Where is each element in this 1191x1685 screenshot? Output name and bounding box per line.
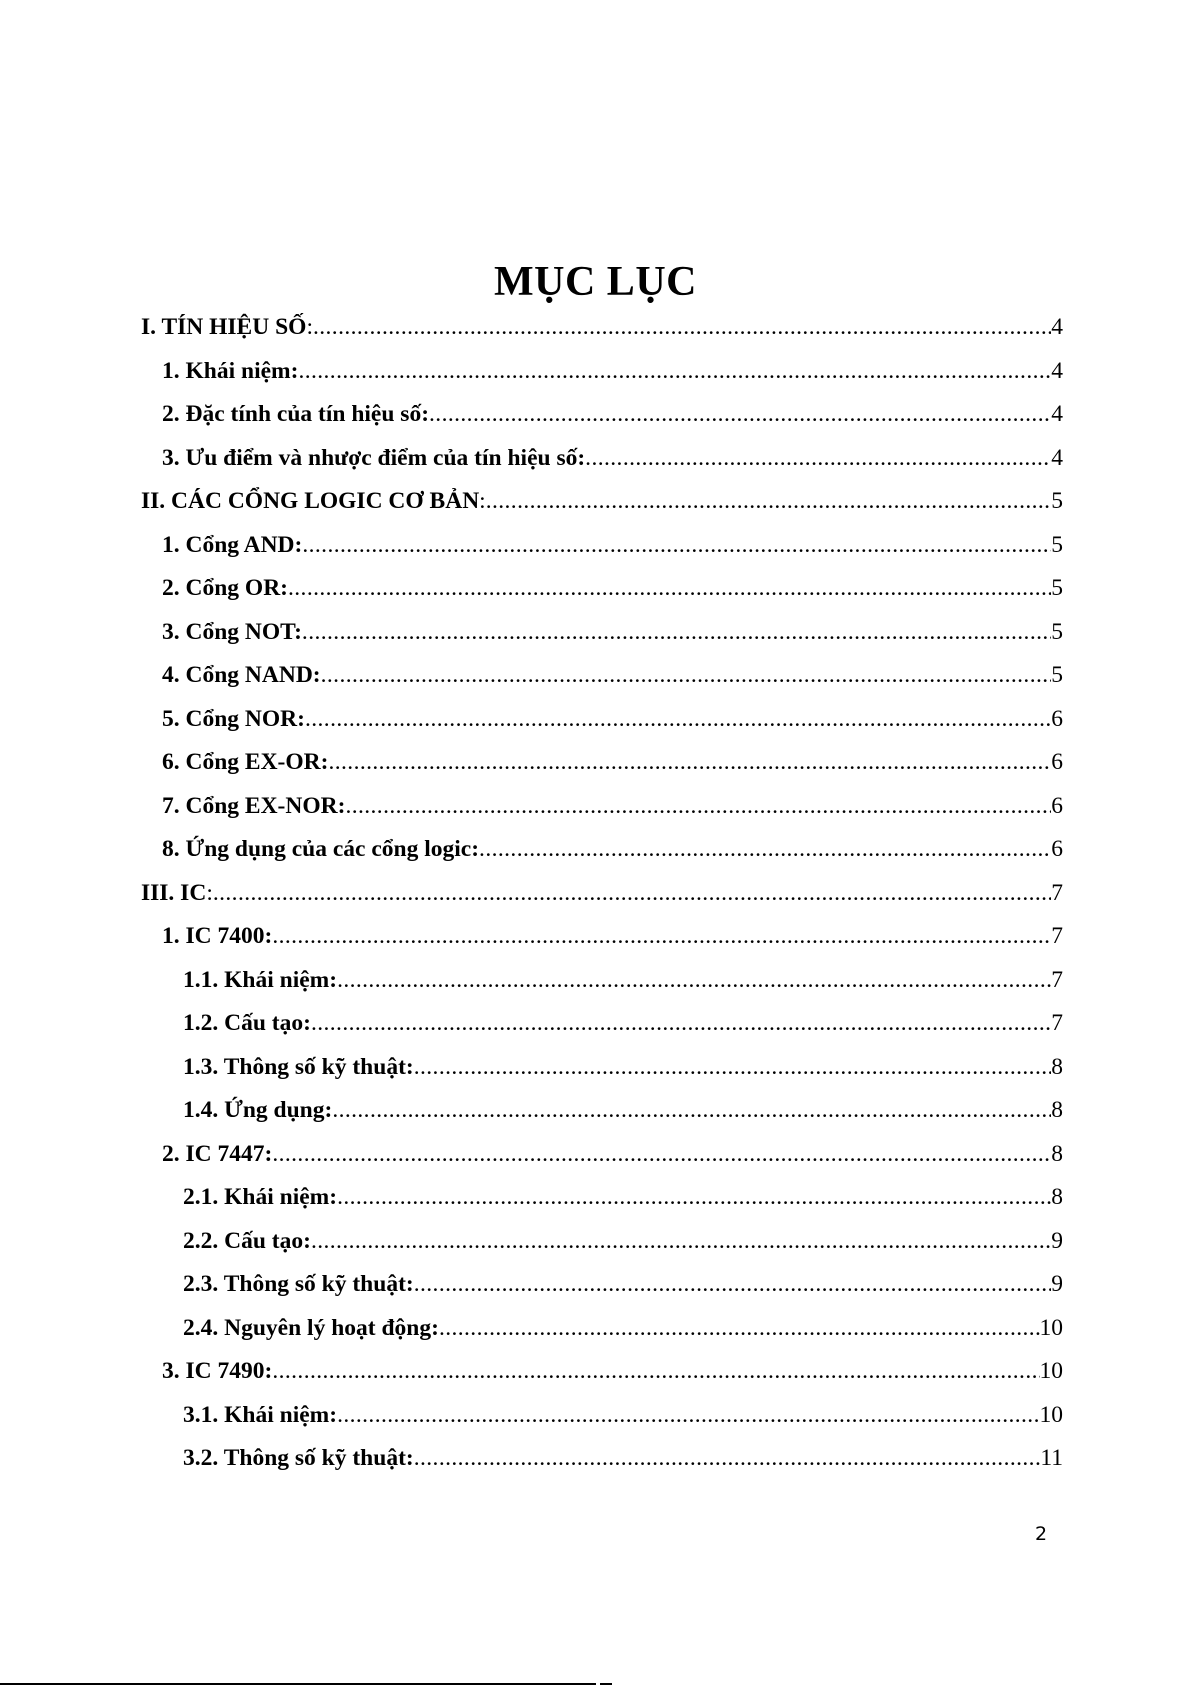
toc-entry[interactable] <box>141 1002 1063 1046</box>
toc-entry-label: 1. Khái niệm: <box>162 357 299 384</box>
toc-entry-label: 2.4. Nguyên lý hoạt động: <box>183 1314 439 1341</box>
toc-dot-leader <box>429 393 1051 437</box>
toc-entry[interactable] <box>141 698 1063 742</box>
toc-entry-label: 1. Cổng AND: <box>162 531 303 558</box>
toc-dot-leader <box>414 1263 1052 1307</box>
toc-entry-label: 6. Cổng EX-OR: <box>162 749 329 775</box>
toc-entry-page-number: 5 <box>1051 488 1063 514</box>
toc-dot-leader <box>337 1176 1051 1220</box>
toc-entry[interactable] <box>141 611 1063 655</box>
toc-dot-leader <box>302 611 1051 655</box>
toc-entry-label: I. TÍN HIỆU SỐ <box>141 314 307 340</box>
toc-entry-page-number: 9 <box>1051 1227 1063 1254</box>
toc-entry[interactable] <box>141 828 1063 872</box>
toc-entry-colon: : <box>206 879 213 906</box>
toc-entry-page-number: 7 <box>1051 923 1063 949</box>
toc-entry-label: 7. Cổng EX-NOR: <box>162 792 346 819</box>
toc-entry[interactable] <box>141 1350 1063 1394</box>
toc-entry-page-number: 6 <box>1051 792 1063 819</box>
toc-entry-label: 2. Đặc tính của tín hiệu số: <box>162 401 430 427</box>
toc-entry-label: 3.1. Khái niệm: <box>183 1401 338 1428</box>
toc-dot-leader <box>328 741 1051 785</box>
toc-entry-page-number: 6 <box>1051 749 1063 775</box>
toc-entry[interactable] <box>141 480 1063 524</box>
toc-dot-leader <box>337 1394 1039 1438</box>
toc-entry-page-number: 5 <box>1051 575 1063 601</box>
toc-dot-leader <box>311 1220 1051 1264</box>
toc-entry-page-number: 4 <box>1051 314 1063 340</box>
toc-entry-label: 4. Cổng NAND: <box>162 662 321 688</box>
toc-entry[interactable] <box>141 437 1063 481</box>
toc-dot-leader <box>479 828 1051 872</box>
toc-entry[interactable] <box>141 741 1063 785</box>
toc-entry[interactable] <box>141 1176 1063 1220</box>
toc-dot-leader <box>345 785 1051 829</box>
toc-entry-page-number: 7 <box>1051 966 1063 993</box>
toc-entry-page-number: 8 <box>1051 1097 1063 1123</box>
toc-entry[interactable] <box>141 524 1063 568</box>
toc-entry-label: 3. Cổng NOT: <box>162 618 302 645</box>
toc-entry-page-number: 8 <box>1051 1053 1063 1080</box>
toc-entry-label: 2.1. Khái niệm: <box>183 1184 338 1210</box>
toc-entry-label: 1.2. Cấu tạo: <box>183 1010 311 1036</box>
toc-entry-page-number: 5 <box>1051 662 1063 688</box>
toc-entry-page-number: 6 <box>1051 836 1063 862</box>
toc-entry-page-number: 7 <box>1051 879 1063 906</box>
toc-dot-leader <box>305 698 1051 742</box>
toc-entry-label: 2. IC 7447: <box>162 1140 273 1167</box>
toc-entry-colon: : <box>306 314 313 340</box>
toc-entry-label: 5. Cổng NOR: <box>162 705 305 732</box>
toc-entry[interactable] <box>141 306 1063 350</box>
toc-entry-label: 3.2. Thông số kỹ thuật: <box>183 1445 414 1471</box>
toc-entry-colon: : <box>479 488 486 514</box>
toc-dot-leader <box>414 1437 1041 1481</box>
toc-entry-label: 1.3. Thông số kỹ thuật: <box>183 1053 414 1080</box>
toc-dot-leader <box>337 959 1051 1003</box>
toc-entry-page-number: 7 <box>1051 1010 1063 1036</box>
toc-entry[interactable] <box>141 959 1063 1003</box>
toc-entry[interactable] <box>141 915 1063 959</box>
toc-entry[interactable] <box>141 1394 1063 1438</box>
page-title: MỤC LỤC <box>494 259 697 305</box>
toc-entry-page-number: 6 <box>1051 705 1063 732</box>
toc-dot-leader <box>272 1133 1051 1177</box>
toc-entry-page-number: 9 <box>1051 1271 1063 1297</box>
toc-entry-label: III. IC <box>141 879 207 906</box>
toc-entry-label: 1.4. Ứng dụng: <box>183 1097 333 1123</box>
toc-entry[interactable] <box>141 785 1063 829</box>
table-of-contents <box>141 306 1063 1481</box>
toc-entry-label: 1. IC 7400: <box>162 923 273 949</box>
toc-entry[interactable] <box>141 1133 1063 1177</box>
toc-dot-leader <box>288 567 1051 611</box>
toc-entry-page-number: 5 <box>1051 618 1063 645</box>
toc-entry-page-number: 11 <box>1040 1445 1063 1471</box>
toc-entry-label: 2. Cổng OR: <box>162 575 288 601</box>
toc-dot-leader <box>311 1002 1051 1046</box>
toc-entry[interactable] <box>141 1263 1063 1307</box>
toc-entry-label: 3. Ưu điểm và nhược điểm của tín hiệu số: <box>162 444 586 471</box>
toc-dot-leader <box>213 872 1051 916</box>
toc-entry-page-number: 4 <box>1051 357 1063 384</box>
toc-dot-leader <box>585 437 1051 481</box>
toc-dot-leader <box>439 1307 1040 1351</box>
toc-dot-leader <box>332 1089 1051 1133</box>
toc-entry[interactable] <box>141 1089 1063 1133</box>
toc-entry-page-number: 10 <box>1039 1358 1063 1384</box>
toc-dot-leader <box>302 524 1051 568</box>
toc-entry[interactable] <box>141 654 1063 698</box>
toc-entry-page-number: 4 <box>1051 444 1063 471</box>
toc-dot-leader <box>313 306 1051 350</box>
toc-entry[interactable] <box>141 350 1063 394</box>
toc-entry[interactable] <box>141 1046 1063 1090</box>
toc-entry[interactable] <box>141 1307 1063 1351</box>
toc-dot-leader <box>272 1350 1039 1394</box>
page-number: 2 <box>1035 1523 1048 1545</box>
toc-entry-label: 2.3. Thông số kỹ thuật: <box>183 1271 414 1297</box>
toc-dot-leader <box>272 915 1051 959</box>
toc-entry-page-number: 10 <box>1039 1401 1063 1428</box>
toc-entry-page-number: 8 <box>1051 1184 1063 1210</box>
toc-entry-label: 3. IC 7490: <box>162 1358 273 1384</box>
toc-dot-leader <box>321 654 1052 698</box>
toc-entry-page-number: 10 <box>1039 1314 1063 1341</box>
toc-entry[interactable] <box>141 1220 1063 1264</box>
toc-dot-leader <box>486 480 1052 524</box>
toc-entry-page-number: 8 <box>1051 1140 1063 1167</box>
toc-dot-leader <box>298 350 1051 394</box>
toc-entry-label: 2.2. Cấu tạo: <box>183 1227 311 1254</box>
toc-entry[interactable] <box>141 567 1063 611</box>
toc-entry-page-number: 5 <box>1051 531 1063 558</box>
toc-entry[interactable] <box>141 393 1063 437</box>
toc-dot-leader <box>414 1046 1052 1090</box>
toc-entry-page-number: 4 <box>1051 401 1063 427</box>
toc-entry-label: 8. Ứng dụng của các cổng logic: <box>162 836 480 862</box>
toc-entry-label: II. CÁC CỔNG LOGIC CƠ BẢN <box>141 488 480 514</box>
toc-entry[interactable] <box>141 1437 1063 1481</box>
toc-entry-label: 1.1. Khái niệm: <box>183 966 338 993</box>
toc-entry[interactable] <box>141 872 1063 916</box>
